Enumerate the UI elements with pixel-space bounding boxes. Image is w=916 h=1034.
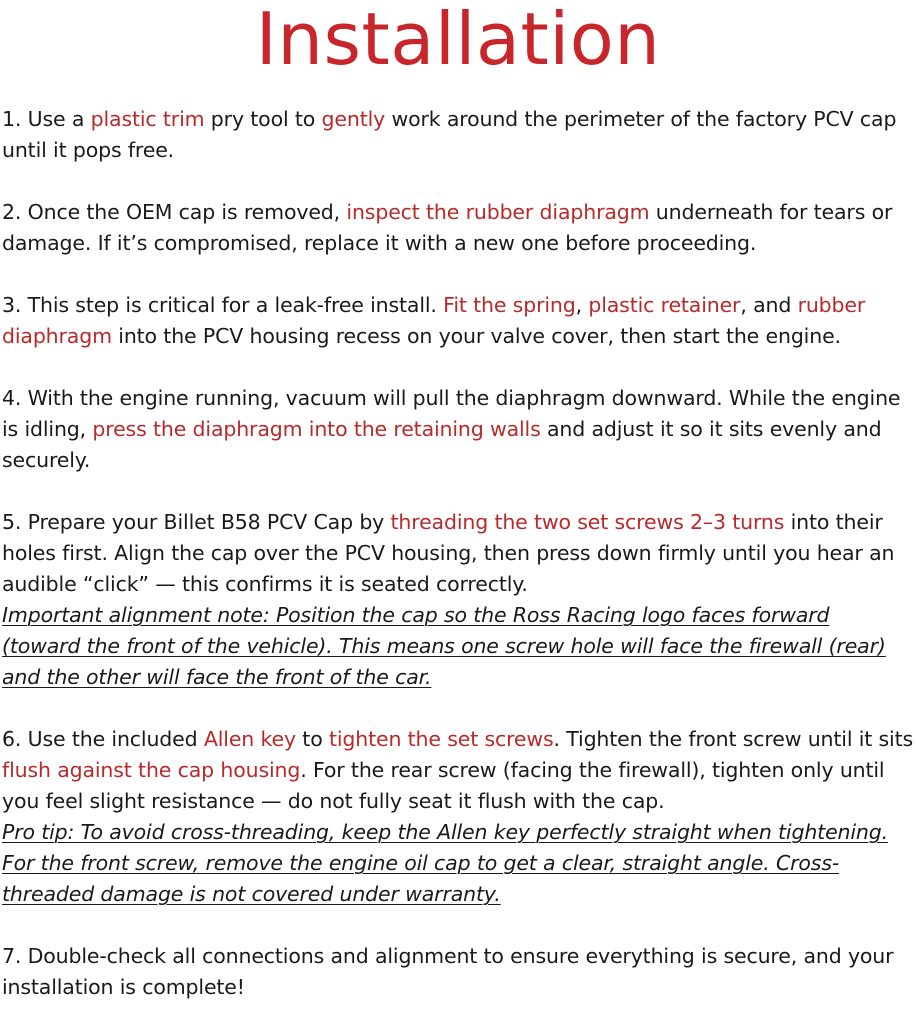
text-segment: 4. With the engine running, vacuum will pull the diaphragm downward. While the engine is idling, [2,386,901,441]
highlighted-phrase: gently [321,107,386,131]
step-5 [2,507,914,693]
text-segment: underneath for tears or damage. If it’s compromised, replace it with a new one before proceeding. [2,200,893,255]
text-segment: into their holes first. Align the cap over the PCV housing, then press down firmly until you hear an audible “click” — this confirms it is seated correctly. [2,510,895,596]
highlighted-phrase: rubber diaphragm [2,293,866,348]
text-segment: 3. This step is critical for a leak-free install. [2,293,444,317]
highlighted-phrase: press the diaphragm into the retaining walls [92,417,541,441]
step-text [2,290,914,352]
step-7 [2,941,914,1003]
step-4 [2,383,914,476]
text-segment: pry tool to [204,107,322,131]
text-segment: into the PCV housing recess on your valve cover, then start the engine. [111,324,841,348]
step-6 [2,724,914,910]
highlighted-phrase: tighten the set screws [328,727,554,751]
text-segment: . Tighten the front screw until it sits [553,727,914,751]
pro-tip-note: Pro tip: To avoid cross-threading, keep the Allen key perfectly straight when tightening. For the front screw, remove the engine oil cap to get a clear, straight angle. Cross-threaded damage is not covered under warranty. [2,820,888,906]
text-segment: to [295,727,329,751]
step-text [2,197,914,259]
step-text [2,383,914,476]
text-segment: 5. Prepare your Billet B58 PCV Cap by [2,510,391,534]
text-segment: 2. Once the OEM cap is removed, [2,200,347,224]
text-segment: , [575,293,589,317]
step-text [2,507,914,600]
text-segment: and adjust it so it sits evenly and securely. [2,417,882,472]
step-text [2,104,914,166]
highlighted-phrase: threading the two set screws 2–3 turns [390,510,785,534]
highlighted-phrase: inspect the rubber diaphragm [346,200,650,224]
text-segment: , and [740,293,798,317]
text-segment: 7. Double-check all connections and alignment to ensure everything is secure, and your installation is complete! [2,944,894,999]
installation-steps [2,104,914,1034]
step-3 [2,290,914,352]
highlighted-phrase: flush against the cap housing [2,758,301,782]
step-2 [2,197,914,259]
highlighted-phrase: Allen key [203,727,296,751]
highlighted-phrase: plastic retainer [588,293,741,317]
text-segment: . For the rear screw (facing the firewall), tighten only until you feel slight resistance — do not fully seat it flush with the cap. [2,758,885,813]
text-segment: 1. Use a [2,107,91,131]
alignment-note: Important alignment note: Position the cap so the Ross Racing logo faces forward (toward the front of the vehicle). This means one screw hole will face the firewall (rear) and the other will face the front of the car. [2,603,886,689]
highlighted-phrase: Fit the spring [443,293,576,317]
step-1 [2,104,914,166]
step-text [2,941,914,1003]
highlighted-phrase: plastic trim [90,107,205,131]
text-segment: 6. Use the included [2,727,204,751]
step-text [2,724,914,817]
text-segment: work around the perimeter of the factory PCV cap until it pops free. [2,107,897,162]
page-title: Installation [255,0,661,81]
